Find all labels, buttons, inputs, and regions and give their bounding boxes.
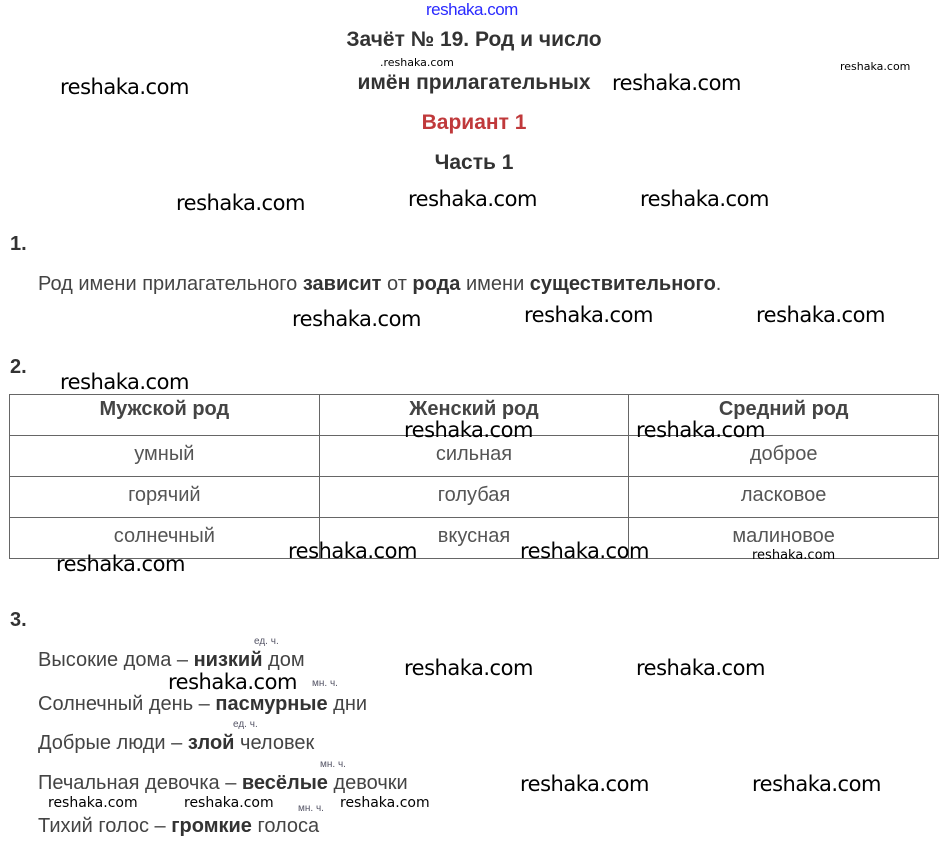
grammar-note: ед. ч.: [233, 719, 258, 730]
grammar-note: мн. ч.: [320, 759, 346, 770]
watermark: reshaka.com: [292, 307, 421, 331]
table-cell: вкусная: [319, 518, 629, 559]
watermark: reshaka.com: [408, 187, 537, 211]
watermark: reshaka.com: [56, 552, 185, 576]
watermark: reshaka.com: [340, 795, 430, 811]
part-heading: Часть 1: [434, 151, 514, 174]
column-header: Женский род: [319, 395, 629, 436]
watermark: reshaka.com: [752, 548, 836, 563]
task1-text: Род имени прилагательного зависит от рода имени существительного.: [38, 273, 722, 295]
watermark: reshaka.com: [752, 772, 881, 796]
watermark: reshaka.com: [404, 656, 533, 680]
grammar-note: мн. ч.: [298, 803, 324, 814]
watermark: reshaka.com: [756, 303, 885, 327]
table-cell: горячий: [10, 477, 320, 518]
table-cell: умный: [10, 436, 320, 477]
table-cell: малиновое: [629, 518, 939, 559]
sentence-item: Тихий голос – громкие голоса: [38, 815, 320, 837]
table-cell: голубая: [319, 477, 629, 518]
watermark: reshaka.com: [612, 71, 741, 95]
watermark: reshaka.com: [60, 75, 189, 99]
watermark: reshaka.com: [168, 670, 297, 694]
table-row: [10, 477, 939, 518]
table-cell: доброе: [629, 436, 939, 477]
table-cell: ласковое: [629, 477, 939, 518]
watermark: reshaka.com: [426, 0, 518, 19]
task-number: 3.: [10, 609, 27, 631]
table-cell: солнечный: [10, 518, 320, 559]
watermark: reshaka.com: [840, 60, 911, 73]
watermark: reshaka.com: [636, 656, 765, 680]
page-title-line2: имён прилагательных: [357, 71, 591, 94]
watermark: reshaka.com: [520, 772, 649, 796]
column-header: Средний род: [629, 395, 939, 436]
grammar-note: мн. ч.: [312, 678, 338, 689]
table-cell: сильная: [319, 436, 629, 477]
watermark: .reshaka.com: [380, 56, 454, 69]
watermark: reshaka.com: [636, 418, 765, 442]
page-title: Зачёт № 19. Род и число: [346, 28, 602, 51]
variant-heading: Вариант 1: [421, 111, 527, 134]
sentence-item: Печальная девочка – весёлые девочки: [38, 772, 408, 794]
sentence-item: Добрые люди – злой человек: [38, 732, 315, 754]
watermark: reshaka.com: [176, 191, 305, 215]
grammar-note: ед. ч.: [254, 636, 279, 647]
watermark: reshaka.com: [640, 187, 769, 211]
watermark: reshaka.com: [404, 418, 533, 442]
watermark: reshaka.com: [48, 795, 138, 811]
task-number: 1.: [10, 233, 27, 255]
watermark: reshaka.com: [520, 539, 649, 563]
sentence-item: Солнечный день – пасмурные дни: [38, 693, 368, 715]
column-header: Мужской род: [10, 395, 320, 436]
watermark: reshaka.com: [524, 303, 653, 327]
task-number: 2.: [10, 356, 27, 378]
watermark: reshaka.com: [184, 795, 274, 811]
watermark: reshaka.com: [60, 370, 189, 394]
watermark: reshaka.com: [288, 539, 417, 563]
sentence-item: Высокие дома – низкий дом: [38, 649, 305, 671]
